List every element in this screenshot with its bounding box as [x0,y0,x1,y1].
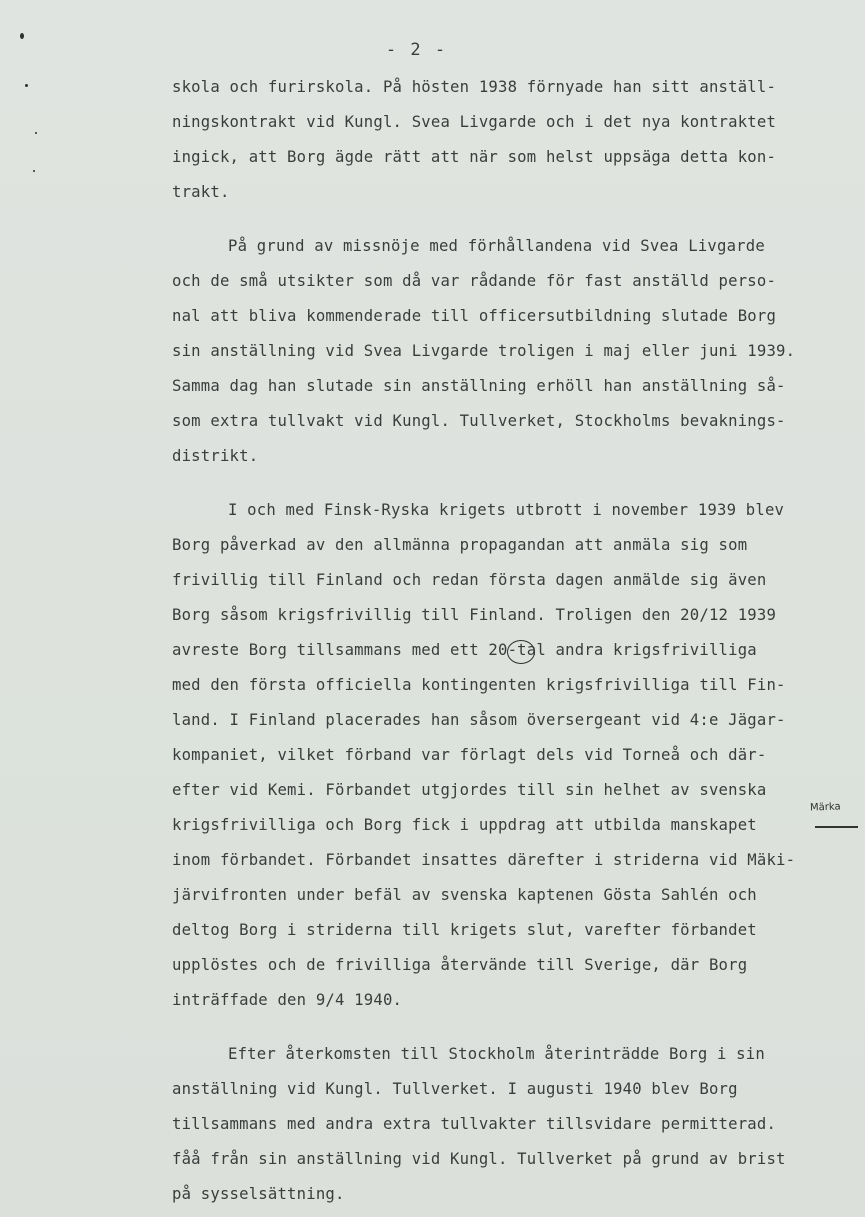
ink-speck [35,132,37,134]
text-line: och de små utsikter som då var rådande för fast anställd perso- [172,272,777,290]
text-line: tillsammans med andra extra tullvakter tillsvidare permitterad. [172,1115,777,1133]
text-line: nal att bliva kommenderade till officersutbildning slutade Borg [172,307,777,325]
text-line: sin anställning vid Svea Livgarde troligen i maj eller juni 1939. [172,342,796,360]
text-line: Borg såsom krigsfrivillig till Finland. Troligen den 20/12 1939 [172,606,777,624]
text-line: distrikt. [172,447,259,465]
text-line: Efter återkomsten till Stockholm återinträdde Borg i sin [228,1045,765,1063]
text-line: Samma dag han slutade sin anställning erhöll han anställning så- [172,377,786,395]
text-line: fåå från sin anställning vid Kungl. Tullverket på grund av brist [172,1150,786,1168]
text-line: ingick, att Borg ägde rätt att när som helst uppsäga detta kon- [172,148,777,166]
text-line: kompaniet, vilket förband var förlagt dels vid Torneå och där- [172,746,767,764]
text-line: avreste Borg tillsammans med ett 20-tal andra krigsfrivilliga [172,641,757,659]
handwritten-margin-note: Märka [809,801,841,814]
paragraph-gap [172,1018,862,1037]
text-line: land. I Finland placerades han såsom översergeant vid 4:e Jägar- [172,711,786,729]
paragraph-gap [172,210,862,229]
page-number: - 2 - [385,40,448,60]
text-line: I och med Finsk-Ryska krigets utbrott i november 1939 blev [228,501,785,519]
paragraph-gap [172,474,862,493]
text-line: deltog Borg i striderna till krigets slut, varefter förbandet [172,921,757,939]
text-line: krigsfrivilliga och Borg fick i uppdrag att utbilda manskapet [172,816,757,834]
text-line: inträffade den 9/4 1940. [172,991,403,1009]
ink-speck [33,170,35,172]
text-line: järvifronten under befäl av svenska kaptenen Gösta Sahlén och [172,886,757,904]
text-line: ningskontrakt vid Kungl. Svea Livgarde och i det nya kontraktet [172,113,777,131]
text-line: frivillig till Finland och redan första dagen anmälde sig även [172,571,767,589]
ink-speck [20,33,24,39]
ink-speck [25,84,28,87]
text-line: Borg påverkad av den allmänna propagandan att anmäla sig som [172,536,748,554]
text-line: på sysselsättning. [172,1185,345,1203]
handwritten-circle-mark [507,640,535,664]
text-line: trakt. [172,183,230,201]
text-line: inom förbandet. Förbandet insattes därefter i striderna vid Mäki- [172,851,796,869]
text-line: som extra tullvakt vid Kungl. Tullverket, Stockholms bevaknings- [172,412,786,430]
text-line: upplöstes och de frivilliga återvände till Sverige, där Borg [172,956,748,974]
handwritten-strikethrough [815,826,858,828]
text-line: efter vid Kemi. Förbandet utgjordes till sin helhet av svenska [172,781,767,799]
text-line: med den första officiella kontingenten krigsfrivilliga till Fin- [172,676,786,694]
text-line: anställning vid Kungl. Tullverket. I augusti 1940 blev Borg [172,1080,738,1098]
text-line: På grund av missnöje med förhållandena vid Svea Livgarde [228,237,765,255]
text-line: skola och furirskola. På hösten 1938 förnyade han sitt anställ- [172,78,777,96]
